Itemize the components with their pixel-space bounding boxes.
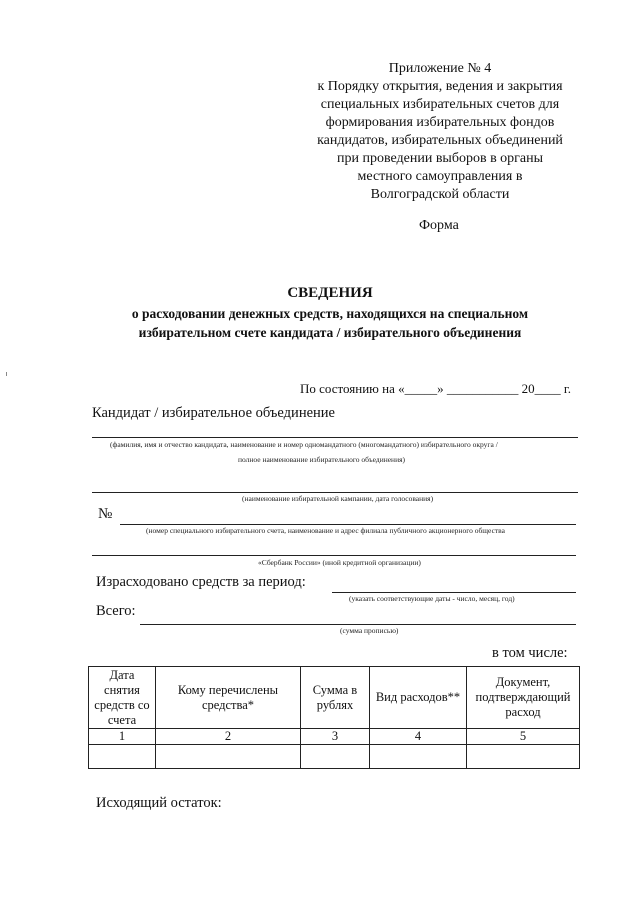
appendix-line: Волгоградской области [370, 187, 510, 202]
table-cell[interactable] [467, 745, 580, 769]
appendix-line: формирования избирательных фондов [325, 115, 555, 130]
campaign-hint: (наименование избирательной кампании, дата голосования) [242, 494, 434, 503]
table-cell[interactable] [156, 745, 301, 769]
appendix-line: Приложение № 4 [388, 61, 492, 76]
candidate-label: Кандидат / избирательное объединение [92, 405, 335, 421]
appendix-line: кандидатов, избирательных объединений [317, 133, 563, 148]
header-recipient: Кому перечислены средства* [156, 667, 301, 729]
table-number-row [89, 729, 580, 745]
header-type: Вид расходов** [370, 667, 467, 729]
header-date: Дата снятия средств со счета [89, 667, 156, 729]
including-label: в том числе: [492, 645, 568, 661]
account-hint-1: (номер специального избирательного счета, наименование и адрес филиала публичного акционерного общества [146, 526, 505, 535]
total-label: Всего: [96, 603, 136, 619]
table-header-row [89, 667, 580, 729]
table-cell[interactable] [370, 745, 467, 769]
table-row [89, 745, 580, 769]
bank-line[interactable] [92, 555, 576, 556]
scan-mark [6, 372, 7, 376]
campaign-line[interactable] [92, 492, 578, 493]
appendix-header [300, 60, 580, 204]
appendix-line: при проведении выборов в органы [336, 151, 544, 166]
candidate-hint-2: полное наименование избирательного объединения) [238, 455, 406, 464]
column-number: 5 [467, 729, 580, 745]
closing-balance-label: Исходящий остаток: [96, 795, 222, 811]
table-cell[interactable] [89, 745, 156, 769]
account-hint-2: «Сбербанк России» (иной кредитной организации) [258, 558, 421, 567]
column-number: 1 [89, 729, 156, 745]
document-title: СВЕДЕНИЯ [287, 285, 373, 301]
form-label: Форма [419, 218, 459, 233]
total-line[interactable] [140, 624, 576, 625]
number-sign: № [98, 506, 113, 522]
column-number: 3 [301, 729, 370, 745]
column-number: 2 [156, 729, 301, 745]
spent-label: Израсходовано средств за период: [96, 574, 306, 590]
appendix-line: к Порядку открытия, ведения и закрытия [317, 79, 563, 94]
spent-hint: (указать соответствующие даты - число, месяц, год) [349, 594, 515, 603]
period-line[interactable] [332, 592, 576, 593]
candidate-name-line[interactable] [92, 437, 578, 438]
document-subtitle [60, 304, 600, 342]
column-number: 4 [370, 729, 467, 745]
account-line[interactable] [120, 524, 576, 525]
table-cell[interactable] [301, 745, 370, 769]
appendix-line: местного самоуправления в [357, 169, 523, 184]
header-amount: Сумма в рублях [301, 667, 370, 729]
subtitle-line-2: избирательном счете кандидата / избирательного объединения [138, 325, 522, 340]
expenses-table [88, 666, 580, 769]
total-hint: (сумма прописью) [340, 626, 399, 635]
subtitle-line-1: о расходовании денежных средств, находящихся на специальном [131, 306, 529, 321]
candidate-hint-1: (фамилия, имя и отчество кандидата, наименование и номер одномандатного (многомандатного) избирательного округа / [110, 440, 498, 449]
header-document: Документ, подтверждающий расход [467, 667, 580, 729]
as-of-date: По состоянию на «_____» ___________ 20____ г. [300, 381, 571, 396]
appendix-line: специальных избирательных счетов для [320, 97, 560, 112]
